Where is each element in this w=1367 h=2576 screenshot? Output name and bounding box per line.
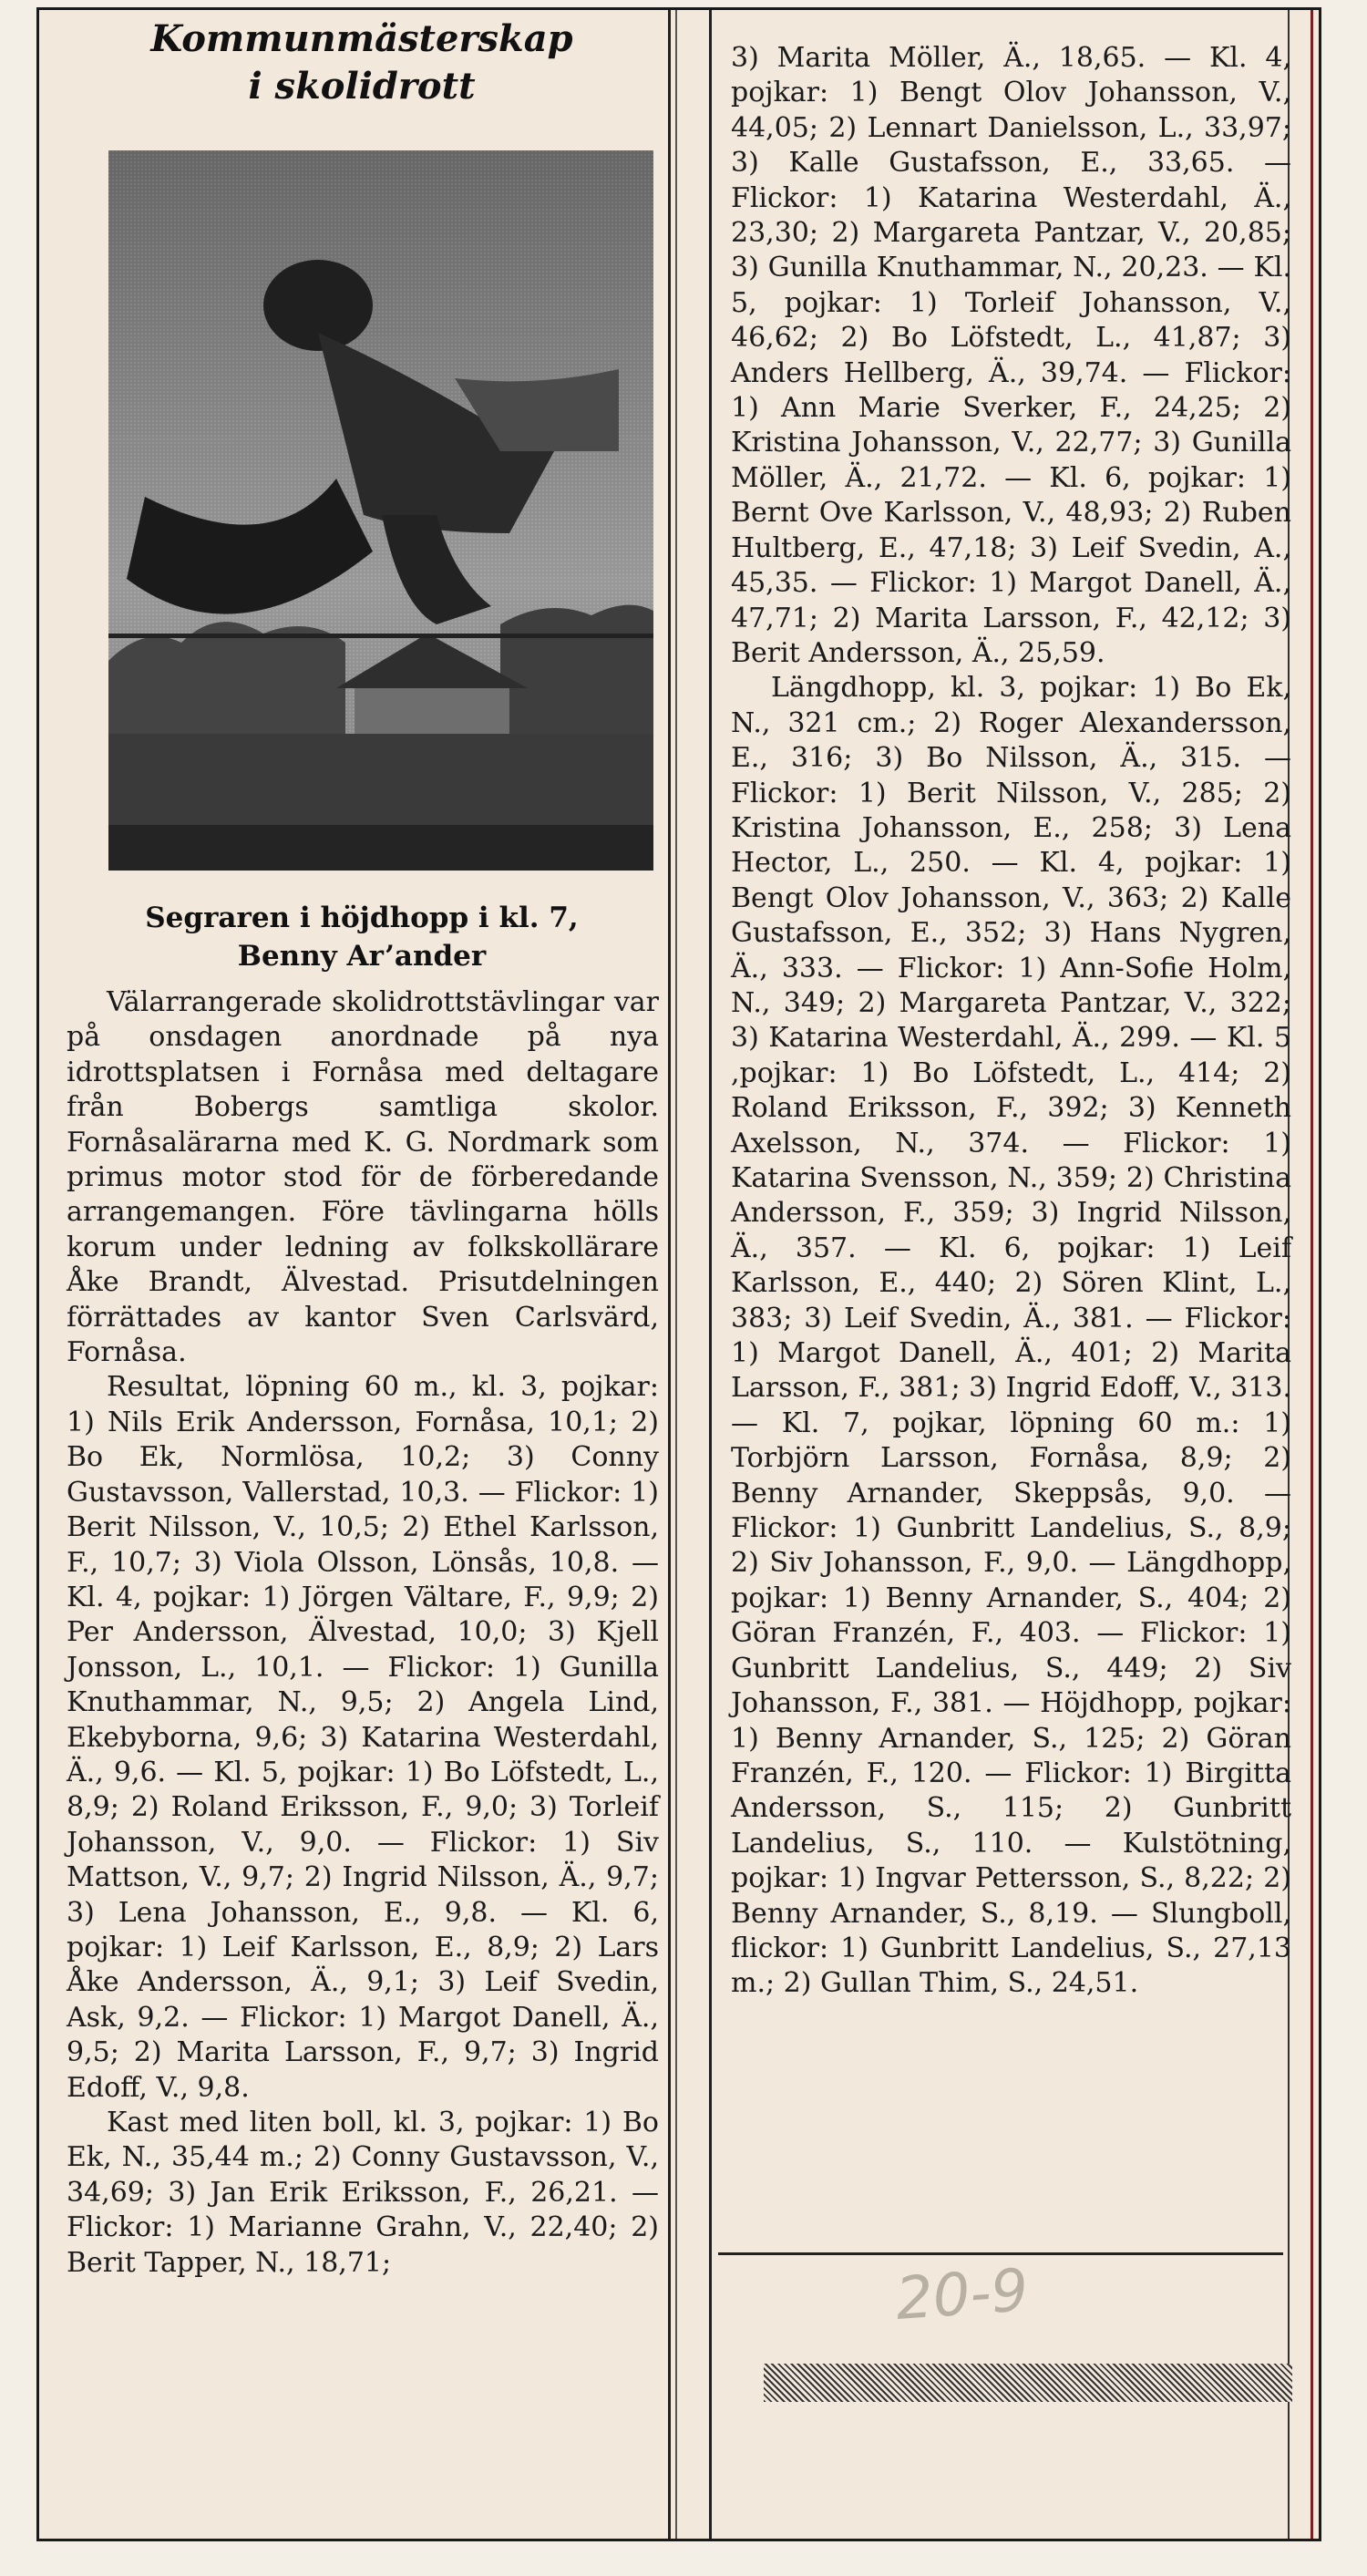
caption-line-2: Benny Ar’ander (237, 940, 487, 973)
newspaper-clipping (36, 7, 1321, 2541)
decorative-hatch-bar (764, 2364, 1292, 2402)
right-edge-rule (1310, 10, 1313, 2541)
headline-line-2: i skolidrott (248, 65, 476, 108)
paragraph-results-throw-continued: 3) Marita Möller, Ä., 18,65. — Kl. 4, pojkar: 1) Bengt Olov Johansson, V., 44,05; 2) Lennart Danielsson, L., 33,97; 3) Kalle Gustafsson, E., 33,65. — Flickor: 1) Katarina Westerdahl, Ä., 23,30; 2) Margareta Pantzar, V., 20,85; 3) Gunilla Knuthammar, N., 20,23. — Kl. 5, pojkar: 1) Torleif Johansson, V., 46,62; 2) Bo Löfstedt, L., 41,87; 3) Anders Hellberg, Ä., 39,74. — Flickor: 1) Ann Marie Sverker, F., 24,25; 2) Kristina Johansson, V., 22,77; 3) Gunilla Möller, Ä., 21,72. — Kl. 6, pojkar: 1) Bernt Ove Karlsson, V., 48,93; 2) Ruben Hultberg, E., 47,18; 3) Leif Svedin, A., 45,35. — Flickor: 1) Margot Danell, Ä., 47,71; 2) Marita Larsson, F., 42,12; 3) Berit Andersson, Ä., 25,59. (731, 42, 1291, 669)
paragraph-results-running: Resultat, löpning 60 m., kl. 3, pojkar: 1) Nils Erik Andersson, Fornåsa, 10,1; 2) Bo Ek, Normlösa, 10,2; 3) Conny Gustavsson, Vallerstad, 10,3. — Flickor: 1) Berit Nilsson, V., 10,5; 2) Ethel Karlsson, F., 10,7; 3) Viola Olsson, Lönsås, 10,8. — Kl. 4, pojkar: 1) Jörgen Vältare, F., 9,9; 2) Per Andersson, Älvestad, 10,0; 3) Kjell Jonsson, L., 10,1. — Flickor: 1) Gunilla Knuthammar, N., 9,5; 2) Angela Lind, Ekebyborna, 9,6; 3) Katarina Westerdahl, Ä., 9,6. — Kl. 5, pojkar: 1) Bo Löfstedt, L., 8,9; 2) Roland Eriksson, F., 9,0; 3) Torleif Johansson, V., 9,0. — Flickor: 1) Siv Mattson, V., 9,7; 2) Ingrid Nilsson, Ä., 9,7; 3) Lena Johansson, E., 9,8. — Kl. 6, pojkar: 1) Leif Karlsson, E., 8,9; 2) Lars Åke Andersson, Ä., 9,1; 3) Leif Svedin, Ask, 9,2. — Flickor: 1) Margot Danell, Ä., 9,5; 2) Marita Larsson, F., 9,7; 3) Ingrid Edoff, V., 9,8. (67, 1371, 659, 2104)
article-headline (52, 15, 672, 110)
photo-icon (108, 150, 653, 871)
handwritten-date: 20-9 (893, 2257, 1031, 2334)
high-jumper-photo (108, 150, 653, 871)
column-divider (675, 10, 677, 2541)
paragraph-results-long-jump: Längdhopp, kl. 3, pojkar: 1) Bo Ek, N., 321 cm.; 2) Roger Alexandersson, E., 316; 3) Bo Nilsson, Ä., 315. — Flickor: 1) Berit Nilsson, V., 285; 2) Kristina Johansson, E., 258; 3) Lena Hector, L., 250. — Kl. 4, pojkar: 1) Bengt Olov Johansson, V., 363; 2) Kalle Gustafsson, E., 352; 3) Hans Nygren, Ä., 333. — Flickor: 1) Ann-Sofie Holm, N., 349; 2) Margareta Pantzar, V., 322; 3) Katarina Westerdahl, Ä., 299. — Kl. 5 ,pojkar: 1) Bo Löfstedt, L., 414; 2) Roland Eriksson, F., 392; 3) Kenneth Axelsson, N., 374. — Flickor: 1) Katarina Svensson, N., 359; 2) Christina Andersson, F., 359; 3) Ingrid Nilsson, Ä., 357. — Kl. 6, pojkar: 1) Leif Karlsson, E., 440; 2) Sören Klint, L., 383; 3) Leif Svedin, Ä., 381. — Flickor: 1) Margot Danell, Ä., 401; 2) Marita Larsson, F., 381; 3) Ingrid Edoff, V., 313. — Kl. 7, pojkar, löpning 60 m.: 1) Torbjörn Larsson, Fornåsa, 8,9; 2) Benny Arnander, Skeppsås, 9,0. — Flickor: 1) Gunbritt Landelius, S., 8,9; 2) Siv Johansson, F., 9,0. — Längdhopp, pojkar: 1) Benny Arnander, S., 404; 2) Göran Franzén, F., 403. — Flickor: 1) Gunbritt Landelius, S., 449; 2) Siv Johansson, F., 381. — Höjdhopp, pojkar: 1) Benny Arnander, S., 125; 2) Göran Franzén, F., 120. — Flickor: 1) Birgitta Andersson, S., 115; 2) Gunbritt Landelius, S., 110. — Kulstötning, pojkar: 1) Ingvar Pettersson, S., 8,22; 2) Benny Arnander, S., 8,19. — Slungboll, flickor: 1) Gunbritt Landelius, S., 27,13 m.; 2) Gullan Thim, S., 24,51. (731, 672, 1291, 2000)
headline-line-1: Kommunmästerskap (150, 17, 573, 60)
left-article-body (67, 985, 659, 2281)
right-article-body (731, 41, 1291, 2002)
paragraph-intro: Välarrangerade skolidrottstävlingar var på onsdagen anordnade på nya idrottsplatsen i Fornåsa med deltagare från Bobergs samtliga skolor. Fornåsalärarna med K. G. Nordmark som primus motor stod för de förberedande arrangemangen. Före tävlingarna hölls korum under ledning av folkskollärare Åke Brandt, Älvestad. Prisutdelningen förrättades av kantor Sven Carlsvärd, Fornåsa. (67, 986, 659, 1369)
caption-line-1: Segraren i höjdhopp i kl. 7, (145, 902, 579, 934)
photo-caption (61, 899, 663, 975)
column-divider (709, 10, 712, 2541)
right-column (718, 10, 1306, 2539)
left-column (52, 10, 672, 2539)
paragraph-results-throw: Kast med liten boll, kl. 3, pojkar: 1) Bo Ek, N., 35,44 m.; 2) Conny Gustavsson, V., 34,69; 3) Jan Erik Eriksson, F., 26,21. — Flickor: 1) Marianne Grahn, V., 22,40; 2) Berit Tapper, N., 18,71; (67, 2107, 659, 2279)
